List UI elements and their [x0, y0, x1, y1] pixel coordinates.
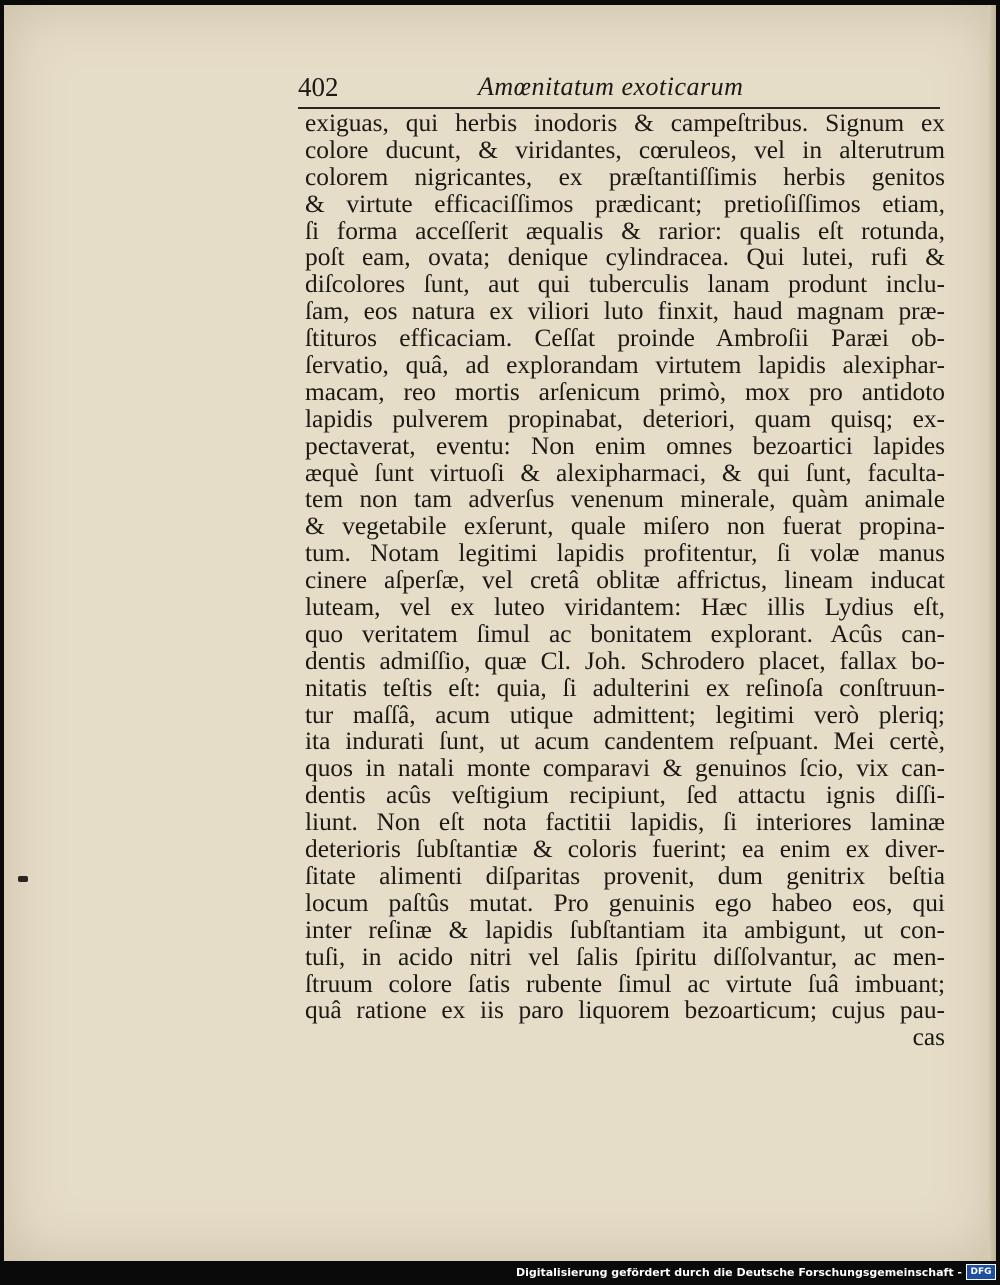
page-header	[298, 70, 940, 106]
text-line: nitatis teſtis eſt: quia, ſi adulterini ex reſinoſa conſtruun-	[305, 673, 945, 702]
text-line: ita indurati ſunt, ut acum candentem reſpuant. Mei certè,	[305, 727, 945, 756]
text-line: ſtruum colore ſatis rubente ſimul ac virtute ſuâ imbuant;	[305, 969, 945, 998]
running-head: Amœnitatum exoticarum	[478, 72, 744, 101]
text-line: æquè ſunt virtuoſi & alexipharmaci, & qui ſunt, faculta-	[305, 458, 945, 487]
text-line: tum. Notam legitimi lapidis profitentur, ſi volæ manus	[305, 539, 945, 568]
text-line: tuſi, in acido nitri vel ſalis ſpiritu diſſolvantur, ac men-	[305, 942, 945, 971]
text-line: colorem nigricantes, ex præſtantiſſimis herbis genitos	[305, 162, 945, 191]
digitization-credit	[516, 1263, 996, 1281]
text-line: tem non tam adverſus venenum minerale, quàm animale	[305, 485, 945, 514]
text-line: cinere aſperſæ, vel cretâ oblitæ affrictus, lineam inducat	[305, 566, 945, 595]
margin-ink-mark	[18, 876, 28, 882]
text-line: ſitate alimenti diſparitas provenit, dum genitrix beſtia	[305, 861, 945, 890]
page-spine-shadow	[988, 5, 996, 1261]
text-line: lapidis pulverem propinabat, deteriori, quam quisq; ex-	[305, 404, 945, 433]
dfg-logo-icon: DFG	[966, 1264, 996, 1280]
text-line: quos in natali monte comparavi & genuinos ſcio, vix can-	[305, 754, 945, 783]
text-line: liunt. Non eſt nota factitii lapidis, ſi interiores laminæ	[305, 808, 945, 837]
text-line: deterioris ſubſtantiæ & coloris fuerint; ea enim ex diver-	[305, 835, 945, 864]
text-line: macam, reo mortis arſenicum primò, mox pro antidoto	[305, 377, 945, 406]
text-line: tur maſſâ, acum utique admittent; legitimi verò pleriq;	[305, 700, 945, 729]
text-line: dentis acûs veſtigium recipiunt, ſed attactu ignis diſſi-	[305, 781, 945, 810]
text-line: ſervatio, quâ, ad explorandam virtutem lapidis alexiphar-	[305, 351, 945, 380]
text-line: dentis admiſſio, quæ Cl. Joh. Schrodero placet, fallax bo-	[305, 646, 945, 675]
text-line: locum paſtûs mutat. Pro genuinis ego habeo eos, qui	[305, 888, 945, 917]
body-text	[305, 110, 945, 1051]
text-line: ſtituros efficaciam. Ceſſat proinde Ambroſii Paræi ob-	[305, 324, 945, 353]
text-line: & virtute efficaciſſimos prædicant; pretioſiſſimos etiam,	[305, 189, 945, 218]
text-line: diſcolores ſunt, aut qui tuberculis lanam produnt inclu-	[305, 270, 945, 299]
text-line: luteam, vel ex luteo viridantem: Hæc illis Lydius eſt,	[305, 593, 945, 622]
text-line: quâ ratione ex iis paro liquorem bezoarticum; cujus pau-	[305, 996, 945, 1025]
catchword: cas	[912, 1023, 945, 1052]
text-line: colore ducunt, & viridantes, cœruleos, vel in alterutrum	[305, 135, 945, 164]
page-number: 402	[298, 72, 339, 102]
text-line: quo veritatem ſimul ac bonitatem explorant. Acûs can-	[305, 619, 945, 648]
credit-text: Digitalisierung gefördert durch die Deutsche Forschungsgemeinschaft -	[515, 1265, 962, 1279]
text-line: exiguas, qui herbis inodoris & campeſtribus. Signum ex	[305, 109, 945, 137]
text-line: pectaverat, eventu: Non enim omnes bezoartici lapides	[305, 431, 945, 460]
text-line: poſt eam, ovata; denique cylindracea. Qui lutei, rufi &	[305, 243, 945, 272]
text-line: ſi forma acceſſerit æqualis & rarior: qualis eſt rotunda,	[305, 216, 945, 245]
text-line: inter reſinæ & lapidis ſubſtantiam ita ambigunt, ut con-	[305, 915, 945, 944]
text-line: ſam, eos natura ex viliori luto finxit, haud magnam præ-	[305, 297, 945, 326]
text-line: & vegetabile exſerunt, quale miſero non fuerat propina-	[305, 512, 945, 541]
